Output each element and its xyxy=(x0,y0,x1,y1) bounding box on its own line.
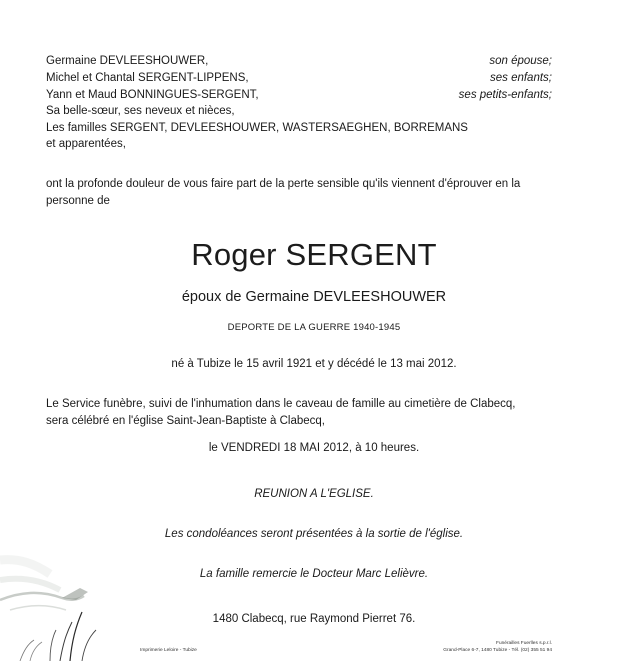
family-line-name: Les familles SERGENT, DEVLEESHOUWER, WASTERSAEGHEN, BORREMANS xyxy=(46,122,468,134)
family-line-role: ses petits-enfants; xyxy=(458,89,552,101)
funeral-home-name: Funérailles Fuerlles s.p.r.l. xyxy=(496,641,552,646)
family-address: 1480 Clabecq, rue Raymond Pierret 76. xyxy=(212,613,416,625)
service-datetime: le VENDREDI 18 MAI 2012, à 10 heures. xyxy=(208,442,420,454)
spouse-line: époux de Germaine DEVLEESHOUWER xyxy=(181,289,447,305)
family-line-role: ses enfants; xyxy=(489,72,552,84)
honor-line: DEPORTE DE LA GUERRE 1940-1945 xyxy=(227,322,401,333)
thanks-note: La famille remercie le Docteur Marc Lelièvre. xyxy=(199,568,429,580)
birth-death-dates: né à Tubize le 15 avril 1921 et y décédé le 13 mai 2012. xyxy=(171,358,457,370)
family-line-name: Germaine DEVLEESHOUWER, xyxy=(46,55,209,67)
bird-reed-illustration-icon xyxy=(0,540,130,661)
family-line-name: Michel et Chantal SERGENT-LIPPENS, xyxy=(46,72,249,84)
reunion-note: REUNION A L'EGLISE. xyxy=(254,488,374,500)
funeral-home-address: Grand-Place 6-7, 1480 Tubize - Tél. (02) 355 51 94 xyxy=(443,648,552,653)
service-line: Le Service funèbre, suivi de l'inhumation dans le caveau de famille au cimetière de Clabecq, xyxy=(46,398,516,410)
intro-line: ont la profonde douleur de vous faire part de la perte sensible qu'ils viennent d'éprouver en la xyxy=(46,178,521,190)
service-line: sera célébré en l'église Saint-Jean-Baptiste à Clabecq, xyxy=(46,415,325,427)
family-line-role: son épouse; xyxy=(489,55,552,67)
family-line-name: et apparentées, xyxy=(46,138,126,150)
family-line-name: Yann et Maud BONNINGUES-SERGENT, xyxy=(46,89,259,101)
intro-line: personne de xyxy=(46,195,110,207)
family-line-name: Sa belle-sœur, ses neveux et nièces, xyxy=(46,105,235,117)
deceased-name: Roger SERGENT xyxy=(191,237,437,272)
condolences-note: Les condoléances seront présentées à la sortie de l'église. xyxy=(164,528,464,540)
printer-credit: Imprimerie Leloire - Tubize xyxy=(140,648,197,653)
